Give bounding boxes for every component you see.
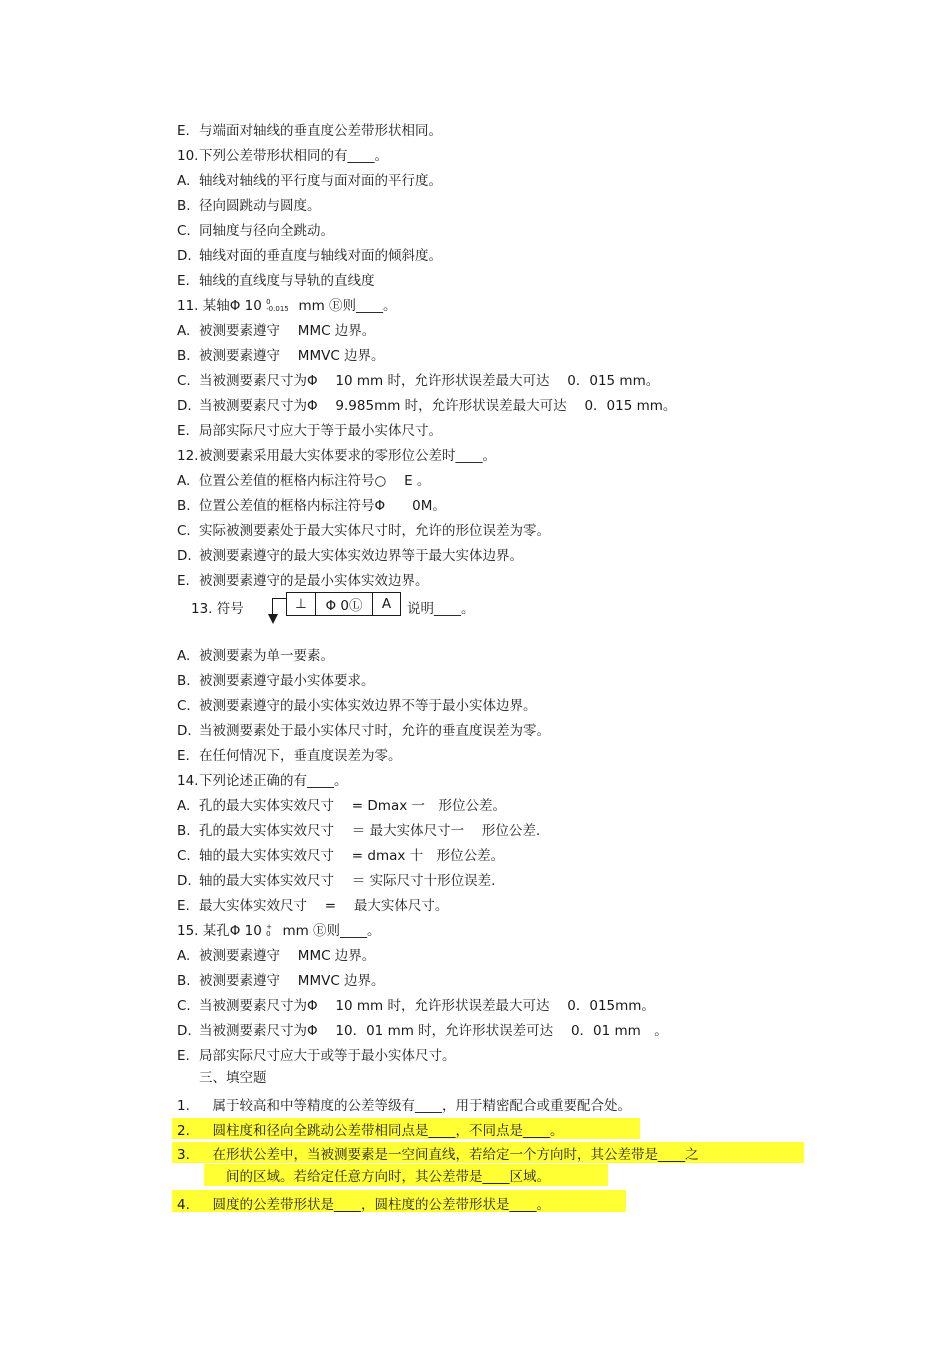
text-line <box>177 147 388 165</box>
line-label: C. <box>177 523 191 539</box>
feature-control-frame <box>286 592 401 616</box>
text-line <box>177 1196 550 1214</box>
text-line <box>177 972 385 990</box>
line-text: 轴线的直线度与导轨的直线度 <box>199 273 375 289</box>
line-label: B. <box>177 823 191 839</box>
text-line <box>177 247 442 265</box>
line-text: 间的区域。若给定任意方向时，其公差带是____区域。 <box>199 1169 550 1185</box>
line-label: 14. <box>177 773 199 789</box>
line-label: 10. <box>177 148 199 164</box>
line-text: 局部实际尺寸应大于或等于最小实体尺寸。 <box>199 1048 456 1064</box>
text-line <box>177 697 537 715</box>
line-text: 在任何情况下，垂直度误差为零。 <box>199 748 402 764</box>
line-label: B. <box>177 348 191 364</box>
line-text: 圆度的公差带形状是____，圆柱度的公差带形状是____。 <box>199 1197 550 1213</box>
line-label: C. <box>177 848 191 864</box>
line-text: 与端面对轴线的垂直度公差带形状相同。 <box>199 123 442 139</box>
text-line <box>177 172 442 190</box>
line-text: 下列论述正确的有____。 <box>199 773 348 789</box>
line-text: 局部实际尺寸应大于等于最小实体尺寸。 <box>199 423 442 439</box>
q11-upper: 0 <box>266 298 271 306</box>
line-label: 3. <box>177 1147 190 1163</box>
line-text: 位置公差值的框格内标注符号○ E 。 <box>199 473 431 489</box>
text-line <box>177 322 375 340</box>
q13-suffix: 说明____。 <box>407 601 475 617</box>
text-line <box>177 1122 564 1140</box>
q15-prefix: 15. 某孔Φ 10 <box>177 923 262 939</box>
q11-tolerance <box>266 299 294 313</box>
line-label: E. <box>177 1048 190 1064</box>
line-text: 轴线对轴线的平行度与面对面的平行度。 <box>199 173 442 189</box>
q13-prefix: 13. 符号 <box>191 601 244 617</box>
text-line <box>177 772 348 790</box>
text-line <box>177 847 504 865</box>
text-line <box>177 222 334 240</box>
line-text: 孔的最大实体实效尺寸 ＝ 最大实体尺寸一 形位公差. <box>199 823 541 839</box>
text-line <box>177 522 550 540</box>
line-label: E. <box>177 573 190 589</box>
line-label: D. <box>177 873 192 889</box>
line-label: E. <box>177 423 190 439</box>
line-label: 2. <box>177 1123 190 1139</box>
line-text: 孔的最大实体实效尺寸 = Dmax 一 形位公差。 <box>199 798 506 814</box>
question-11 <box>177 297 397 315</box>
line-label: B. <box>177 673 191 689</box>
text-line <box>177 372 659 390</box>
fcf-datum-cell: A <box>381 596 392 612</box>
line-text: 被测要素为单一要素。 <box>199 648 334 664</box>
line-label: E. <box>177 898 190 914</box>
text-line <box>177 647 334 665</box>
text-line <box>177 547 523 565</box>
line-label: C. <box>177 223 191 239</box>
line-text: 被测要素遵守 MMC 边界。 <box>199 948 376 964</box>
text-line <box>177 122 442 140</box>
line-text: 同轴度与径向全跳动。 <box>199 223 334 239</box>
line-label: E. <box>177 123 190 139</box>
text-line <box>177 1069 267 1087</box>
text-line <box>177 397 676 415</box>
line-label: C. <box>177 998 191 1014</box>
line-label: E. <box>177 273 190 289</box>
line-text: 被测要素遵守最小实体要求。 <box>199 673 375 689</box>
text-line <box>177 747 402 765</box>
text-line <box>177 797 506 815</box>
line-text: 当被测要素尺寸为Φ 10 mm 时，允许形状误差最大可达 0．015 mm。 <box>199 373 660 389</box>
line-label: B. <box>177 198 191 214</box>
q15-lower: 0 <box>266 930 271 938</box>
line-text: 轴线对面的垂直度与轴线对面的倾斜度。 <box>199 248 442 264</box>
text-line <box>177 472 430 490</box>
text-line <box>177 897 448 915</box>
line-text: 被测要素遵守的最大实体实效边界等于最大实体边界。 <box>199 548 523 564</box>
line-text: 位置公差值的框格内标注符号Φ 0M。 <box>199 498 446 514</box>
line-text: 圆柱度和径向全跳动公差带相同点是____，不同点是____。 <box>199 1123 564 1139</box>
arrow-down-icon <box>268 614 278 624</box>
text-line <box>177 722 550 740</box>
q11-suffix: mm Ⓔ则____。 <box>298 298 397 314</box>
line-text: 属于较高和中等精度的公差等级有____，用于精密配合或重要配合处。 <box>199 1098 631 1114</box>
line-text: 当被测要素尺寸为Φ 10．01 mm 时，允许形状误差可达 0．01 mm 。 <box>199 1023 668 1039</box>
line-label: D. <box>177 548 192 564</box>
line-label: A. <box>177 173 191 189</box>
text-line <box>177 497 446 515</box>
line-text: 在形状公差中，当被测要素是一空间直线，若给定一个方向时，其公差带是____之 <box>199 1147 699 1163</box>
question-15 <box>177 922 381 940</box>
line-label: D. <box>177 398 192 414</box>
text-line <box>177 347 385 365</box>
text-line <box>177 197 321 215</box>
line-text: 径向圆跳动与圆度。 <box>199 198 321 214</box>
line-text: 被测要素遵守 MMC 边界。 <box>199 323 376 339</box>
line-label: C. <box>177 373 191 389</box>
line-text: 被测要素遵守 MMVC 边界。 <box>199 348 385 364</box>
text-line <box>177 672 375 690</box>
line-text: 轴的最大实体实效尺寸 ＝ 实际尺寸十形位误差. <box>199 873 496 889</box>
text-line <box>177 872 495 890</box>
line-text: 最大实体实效尺寸 = 最大实体尺寸。 <box>199 898 449 914</box>
q15-tolerance <box>266 924 278 938</box>
text-line <box>177 1097 631 1115</box>
q15-suffix: mm Ⓔ则____。 <box>282 923 381 939</box>
text-line <box>177 1146 699 1164</box>
text-line <box>177 947 375 965</box>
line-label: 4. <box>177 1197 190 1213</box>
line-label: B. <box>177 498 191 514</box>
q15-upper: + <box>266 923 273 931</box>
text-line <box>177 1047 456 1065</box>
line-label: 12. <box>177 448 199 464</box>
text-line <box>177 272 375 290</box>
text-line <box>177 1168 550 1186</box>
line-text: 当被测要素尺寸为Φ 9.985mm 时，允许形状误差最大可达 0．015 mm。 <box>199 398 677 414</box>
text-line <box>177 997 655 1015</box>
fcf-symbol-cell: ⊥ <box>287 593 316 615</box>
line-label: B. <box>177 973 191 989</box>
text-line <box>177 822 540 840</box>
text-line <box>177 447 496 465</box>
line-text: 实际被测要素处于最大实体尺寸时，允许的形位误差为零。 <box>199 523 550 539</box>
line-text: 当被测要素尺寸为Φ 10 mm 时，允许形状误差最大可达 0．015mm。 <box>199 998 655 1014</box>
line-label: D. <box>177 1023 192 1039</box>
line-label: D. <box>177 248 192 264</box>
line-label: A. <box>177 798 191 814</box>
line-label: 1. <box>177 1098 190 1114</box>
line-label: A. <box>177 473 191 489</box>
line-label: E. <box>177 748 190 764</box>
fcf-tolerance-cell: Φ 0Ⓛ <box>316 593 373 615</box>
line-text: 三、填空题 <box>199 1070 267 1086</box>
text-line <box>177 1022 668 1040</box>
line-text: 被测要素遵守的最小实体实效边界不等于最小实体边界。 <box>199 698 537 714</box>
line-text: 下列公差带形状相同的有____。 <box>199 148 388 164</box>
text-line <box>177 572 429 590</box>
line-text: 被测要素遵守的是最小实体实效边界。 <box>199 573 429 589</box>
line-label: C. <box>177 698 191 714</box>
line-text: 当被测要素处于最小实体尺寸时，允许的垂直度误差为零。 <box>199 723 550 739</box>
line-text: 轴的最大实体实效尺寸 = dmax 十 形位公差。 <box>199 848 505 864</box>
line-text: 被测要素遵守 MMVC 边界。 <box>199 973 385 989</box>
line-label: A. <box>177 648 191 664</box>
line-text: 被测要素采用最大实体要求的零形位公差时____。 <box>199 448 496 464</box>
q11-lower: -0.015 <box>266 305 289 313</box>
line-label: D. <box>177 723 192 739</box>
line-label: A. <box>177 323 191 339</box>
q11-prefix: 11. 某轴Φ 10 <box>177 298 262 314</box>
text-line <box>177 422 442 440</box>
line-label: A. <box>177 948 191 964</box>
